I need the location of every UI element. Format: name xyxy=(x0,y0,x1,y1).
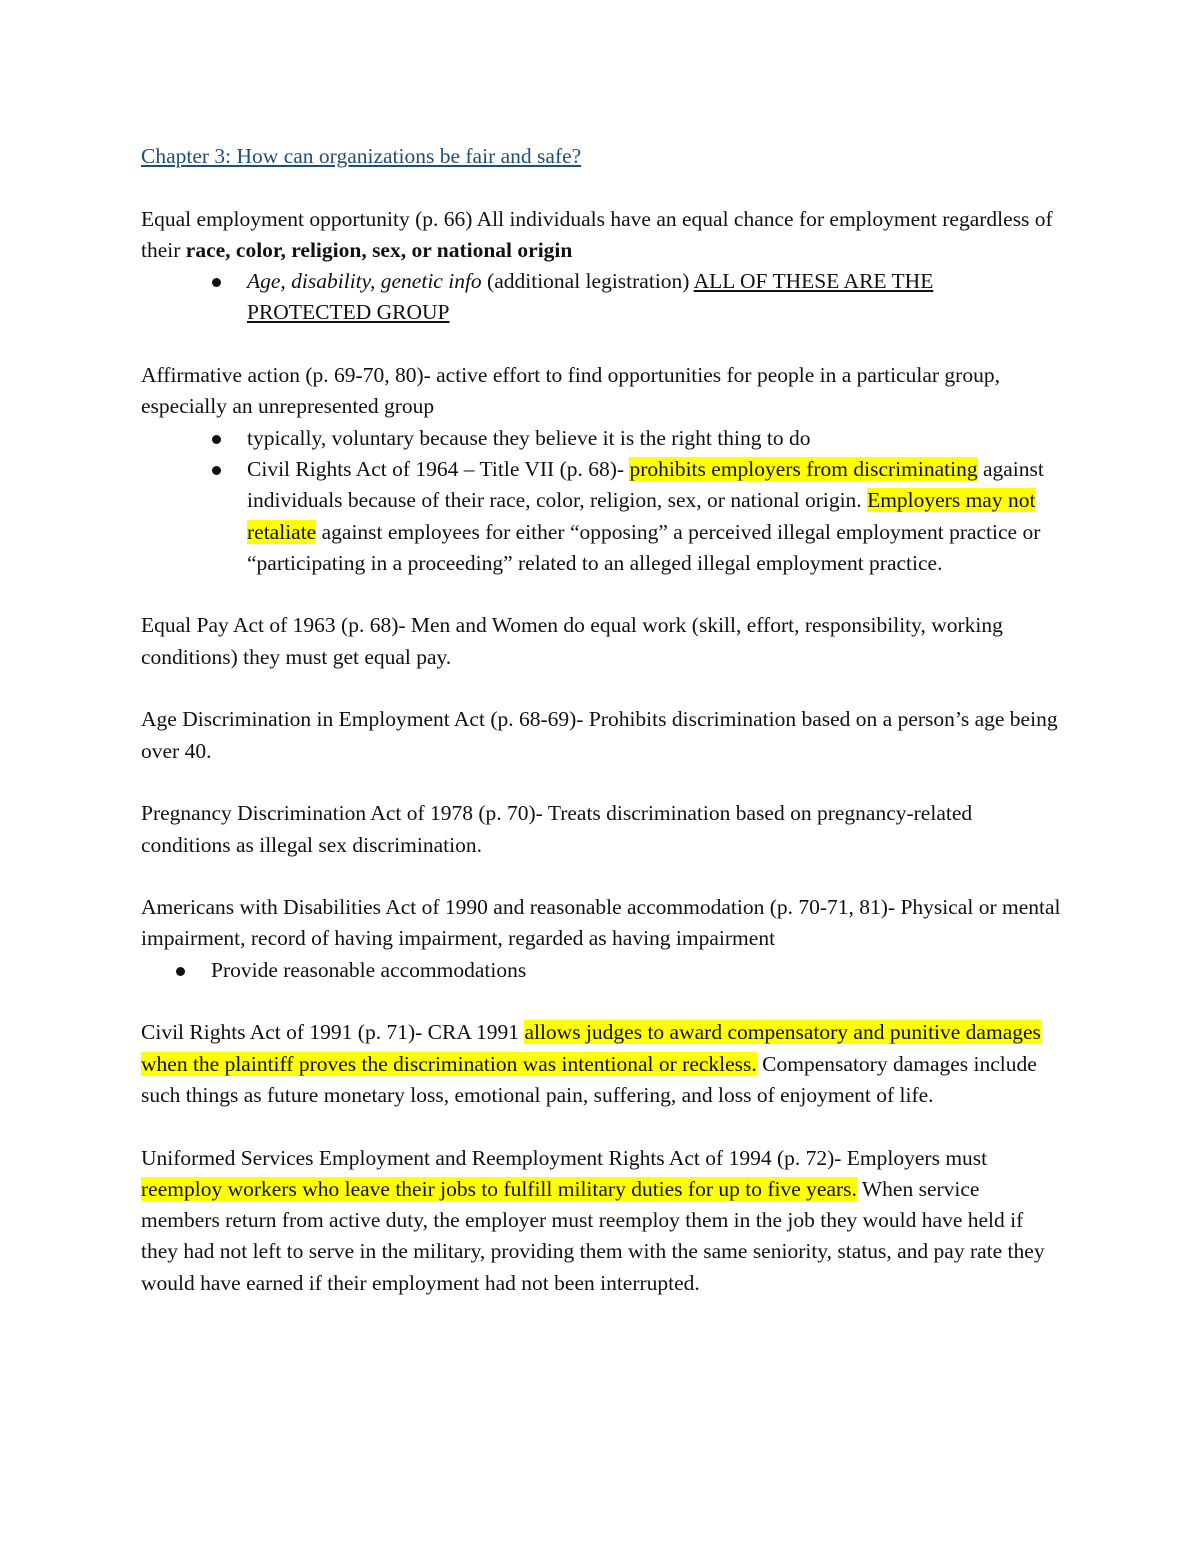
userra-text-a: Uniformed Services Employment and Reemployment Rights Act of 1994 (p. 72)- Employers must xyxy=(141,1145,988,1170)
chapter-title-text: Chapter 3: How can organizations be fair and safe? xyxy=(141,144,582,168)
cra1991-highlight: allows judges to award compensatory and punitive damages when the plaintiff proves the discrimination was intentional or reckless. xyxy=(141,1020,1041,1076)
document-body xyxy=(141,141,1061,1299)
chapter-title xyxy=(141,141,1061,172)
list-item xyxy=(141,423,1061,454)
cra1991-text-a: Civil Rights Act of 1991 (p. 71)- CRA 1991 xyxy=(141,1020,525,1045)
bullet-icon xyxy=(176,967,185,976)
spacer xyxy=(141,172,1061,203)
eeo-bullet-list xyxy=(141,266,1061,329)
cra1964-highlight-1: prohibits employers from discriminating xyxy=(629,456,978,481)
affirmative-bullet-1: typically, voluntary because they believe it is the right thing to do xyxy=(247,425,811,450)
ada-bullet: Provide reasonable accommodations xyxy=(211,957,527,982)
spacer xyxy=(141,579,1061,610)
cra1964-text-c: against employees for either “opposing” a perceived illegal employment practice or “participating in a proceeding” related to an alleged illegal employment practice. xyxy=(247,519,1041,575)
bullet-icon xyxy=(212,435,221,444)
eeo-bullet-text: (additional legistration) xyxy=(481,269,694,294)
cra1991-text-b: Compensatory damages include such things as future monetary loss, emotional pain, suffering, and loss of enjoyment of life. xyxy=(141,1051,1037,1107)
age-discrimination-paragraph: Age Discrimination in Employment Act (p. 68-69)- Prohibits discrimination based on a person’s age being over 40. xyxy=(141,707,1058,763)
pregnancy-paragraph: Pregnancy Discrimination Act of 1978 (p. 70)- Treats discrimination based on pregnancy-related conditions as illegal sex discrimination. xyxy=(141,801,973,857)
ada-bullet-list xyxy=(141,955,1061,986)
eeo-paragraph xyxy=(141,204,1061,267)
list-item xyxy=(141,266,1061,329)
bullet-icon xyxy=(212,466,221,475)
eeo-bullet-underline: ALL OF THESE ARE THE PROTECTED GROUP xyxy=(247,269,934,325)
spacer xyxy=(141,673,1061,704)
cra1964-text-b: against individuals because of their race, color, religion, sex, or national origin. xyxy=(247,456,1044,513)
affirmative-bullet-list xyxy=(141,423,1061,579)
userra-text-b: When service members return from active duty, the employer must reemploy them in the job they would have held if they had not left to serve in the military, providing them with the same seniority, status, and pay rate they would have earned if their employment had not been interrupted. xyxy=(141,1176,1045,1295)
spacer xyxy=(141,861,1061,892)
equal-pay-paragraph: Equal Pay Act of 1963 (p. 68)- Men and Women do equal work (skill, effort, responsibility, working conditions) they must get equal pay. xyxy=(141,613,1003,669)
spacer xyxy=(141,986,1061,1017)
affirmative-paragraph: Affirmative action (p. 69-70, 80)- active effort to find opportunities for people in a particular group, especially an unrepresented group xyxy=(141,363,1000,419)
eeo-text: Equal employment opportunity (p. 66) All individuals have an equal chance for employment regardless of their xyxy=(141,206,1053,262)
spacer xyxy=(141,329,1061,360)
cra1964-highlight-2: Employers may not retaliate xyxy=(247,488,1036,544)
spacer xyxy=(141,767,1061,798)
userra-paragraph xyxy=(141,1143,1061,1299)
list-item xyxy=(141,454,1061,579)
ada-paragraph: Americans with Disabilities Act of 1990 and reasonable accommodation (p. 70-71, 81)- Physical or mental impairment, record of having impairment, regarded as having impairment xyxy=(141,895,1061,951)
cra1964-text-a: Civil Rights Act of 1964 – Title VII (p. 68)- xyxy=(247,456,630,481)
spacer xyxy=(141,1111,1061,1142)
list-item xyxy=(141,955,1061,986)
bullet-icon xyxy=(212,278,221,287)
userra-highlight: reemploy workers who leave their jobs to fulfill military duties for up to five years. xyxy=(141,1176,857,1201)
eeo-protected-classes: race, color, religion, sex, or national origin xyxy=(185,237,573,262)
cra1991-paragraph xyxy=(141,1017,1061,1111)
eeo-bullet-italic: Age, disability, genetic info xyxy=(247,269,482,294)
